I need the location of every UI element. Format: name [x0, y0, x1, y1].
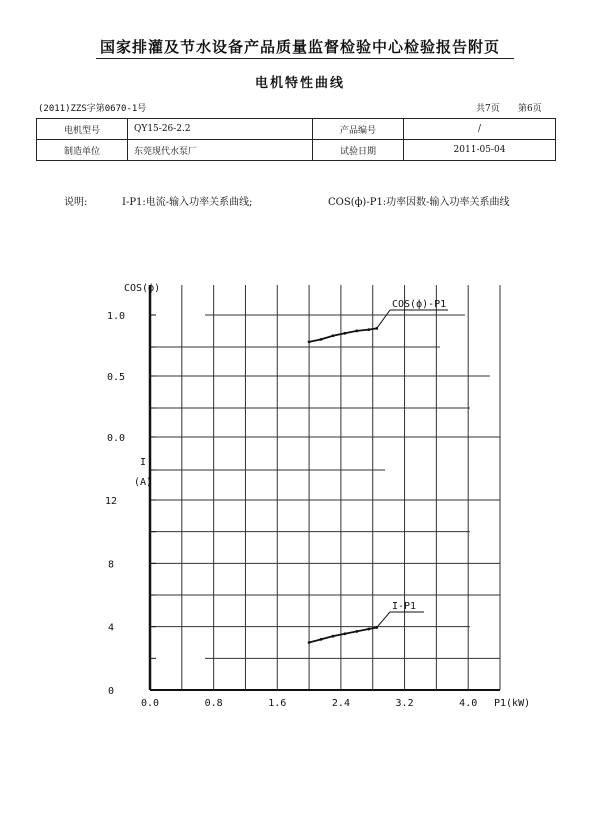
x-axis-label: P1(kW) [494, 698, 531, 709]
x-tick-label: 0.0 [141, 698, 160, 709]
current-axis-label: I [140, 457, 147, 468]
report-title: 国家排灌及节水设备产品质量监督检验中心检验报告附页 [99, 38, 500, 56]
current-tick-label: 0 [108, 686, 115, 697]
chart-series [308, 310, 448, 644]
product-no-value: / [404, 119, 556, 140]
date-value: 2011-05-04 [404, 140, 556, 161]
cos-series-point [320, 338, 323, 341]
cos-series-point [343, 332, 346, 335]
maker-value: 东莞现代水泵厂 [128, 140, 313, 161]
page-count: 共7页 [476, 104, 500, 114]
current-series-point [355, 630, 358, 633]
cos-series-point [332, 334, 335, 337]
cos-tick-label: 0.5 [107, 372, 126, 383]
date-label: 试验日期 [313, 140, 404, 161]
model-value: QY15-26-2.2 [128, 119, 313, 140]
cos-series-point [308, 340, 311, 343]
cos-series-name: COS(ф)-P1 [392, 299, 447, 310]
x-tick-label: 1.6 [268, 698, 287, 709]
x-tick-label: 2.4 [331, 698, 350, 709]
cos-tick-label: 0.0 [107, 433, 126, 444]
current-series-point [367, 628, 370, 631]
current-tick-label: 4 [108, 622, 115, 634]
x-tick-label: 3.2 [395, 698, 414, 709]
document-number: (2011)ZZS字第0670-1号 [38, 104, 147, 114]
cos-axis-label: COS(ф) [124, 283, 161, 294]
current-tick-label: 12 [105, 496, 118, 507]
note-cos-p1: COS(ф)-P1:功率因数-输入功率关系曲线 [328, 197, 510, 208]
chart-labels [105, 282, 530, 709]
x-tick-label: 0.8 [204, 698, 223, 709]
current-series-point [320, 638, 323, 641]
current-series-name: I-P1 [392, 601, 417, 612]
note-label: 说明: [64, 197, 88, 208]
model-label: 电机型号 [37, 119, 128, 140]
cos-series-point [367, 328, 370, 331]
current-series-point [332, 635, 335, 638]
x-tick-label: 4.0 [459, 698, 478, 709]
current-axis-unit: (A) [134, 477, 153, 488]
chart-heading: 电机特性曲线 [254, 76, 345, 91]
current-series-point [343, 632, 346, 635]
current-series-point [308, 641, 311, 644]
cos-series-point [355, 329, 358, 332]
current-series-line [309, 627, 377, 642]
current-series-leader [377, 612, 390, 627]
page-number: 第6页 [518, 104, 542, 114]
cos-tick-label: 1.0 [107, 311, 126, 322]
cos-series-line [309, 328, 377, 341]
current-tick-label: 8 [108, 559, 115, 571]
note-i-p1: I-P1:电流-输入功率关系曲线; [122, 197, 253, 208]
chart-grid [150, 285, 500, 690]
chart-axes [150, 285, 500, 690]
maker-label: 制造单位 [37, 140, 128, 161]
product-no-label: 产品编号 [313, 119, 404, 140]
cos-series-leader [377, 310, 390, 328]
